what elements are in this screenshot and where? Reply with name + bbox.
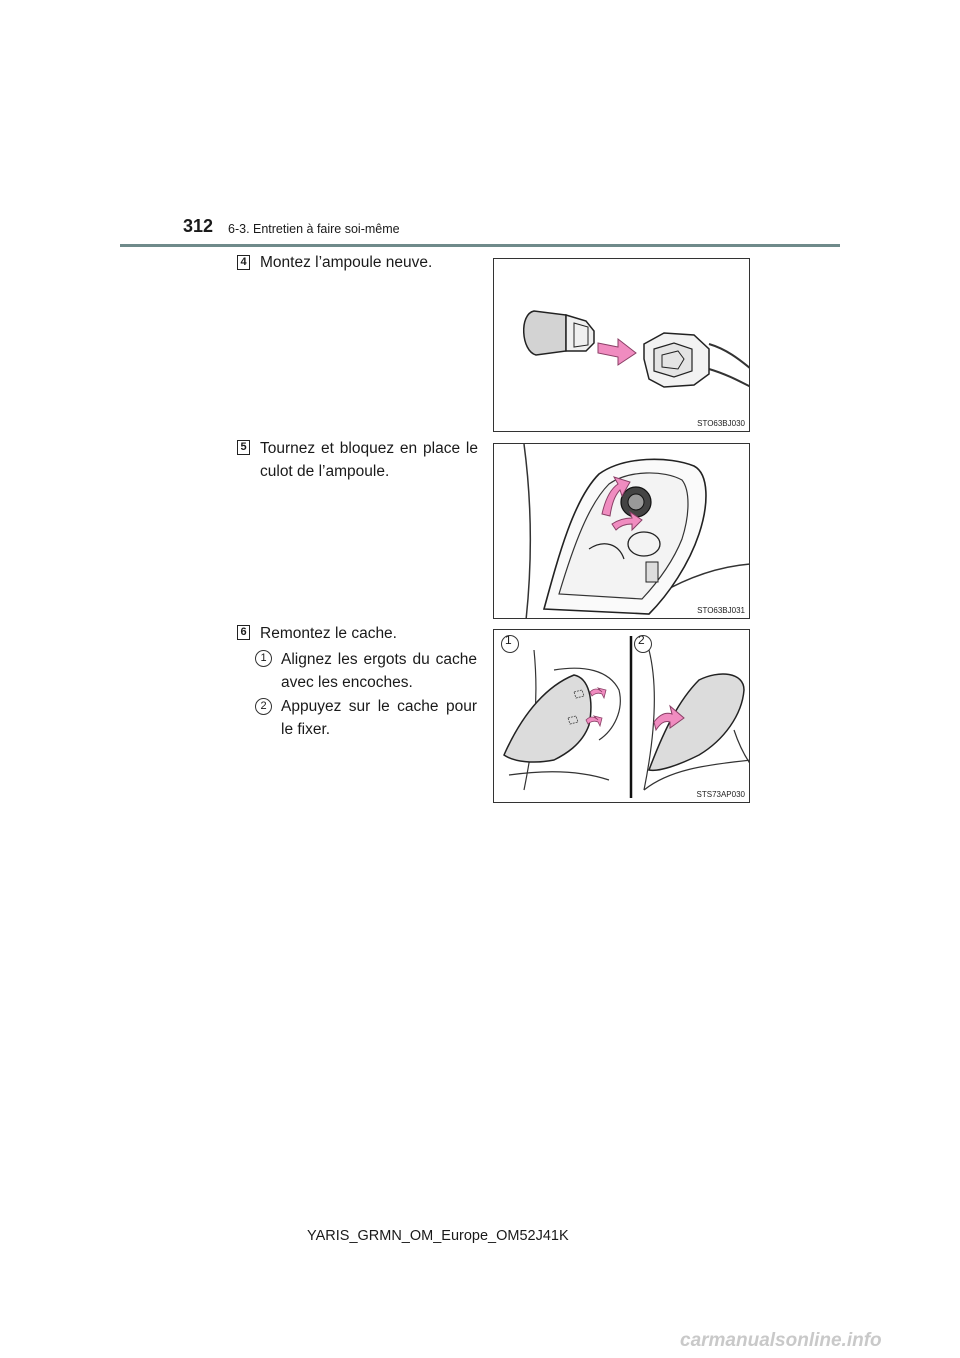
figure-label: 2: [638, 633, 645, 647]
figure-code: STS73AP030: [696, 790, 745, 799]
figure-code: STO63BJ031: [697, 606, 745, 615]
step-text: Montez l’ampoule neuve.: [260, 254, 433, 271]
header-rule: [120, 244, 840, 247]
document-code-footer: YARIS_GRMN_OM_Europe_OM52J41K: [307, 1228, 569, 1244]
section-title: 6-3. Entretien à faire soi-même: [228, 222, 400, 236]
substep-number: 1: [255, 650, 272, 667]
step-text: Remontez le cache.: [260, 625, 397, 642]
figure-lock-bulb: [493, 443, 750, 619]
watermark: carmanualsonline.info: [680, 1330, 882, 1351]
figure-install-bulb: [493, 258, 750, 432]
figure-code: STO63BJ030: [697, 419, 745, 428]
step-number-badge: 6: [237, 625, 250, 640]
figure-label: 1: [505, 633, 512, 647]
bulb-socket-illustration: [494, 259, 750, 432]
substep-text: Alignez les ergots du cache avec les encoches.: [281, 651, 477, 691]
step-number-badge: 4: [237, 255, 250, 270]
step-text: Tournez et bloquez en place le culot de l’ampoule.: [260, 440, 478, 480]
figure-reinstall-cover: [493, 629, 750, 803]
lamp-housing-illustration: [494, 444, 750, 619]
substep-number: 2: [255, 698, 272, 715]
substep-text: Appuyez sur le cache pour le fixer.: [281, 698, 477, 738]
step-number-badge: 5: [237, 440, 250, 455]
cover-illustration: [494, 630, 750, 803]
page-number: 312: [183, 216, 214, 236]
